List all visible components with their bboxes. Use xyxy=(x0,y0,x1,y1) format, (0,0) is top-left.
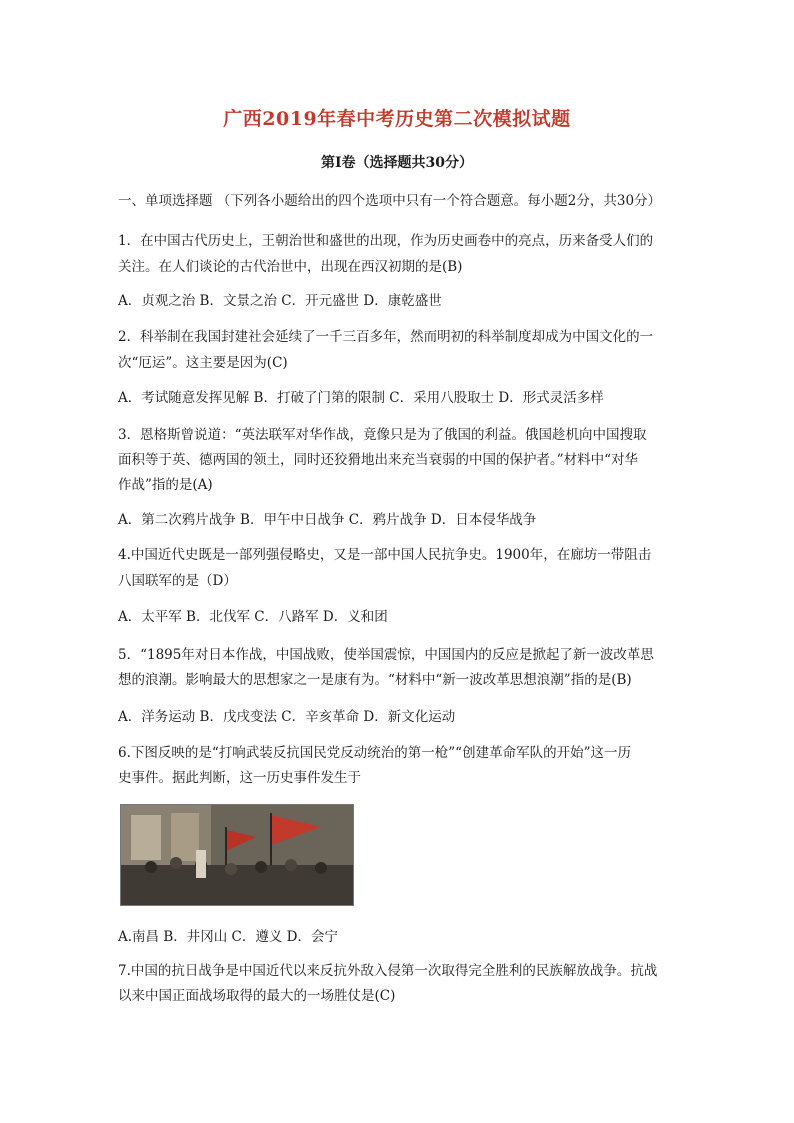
question-2-line-1: 2．科举制在我国封建社会延续了一千三百多年，然而明初的科举制度却成为中国文化的一 xyxy=(118,329,654,345)
instructions: 一、单项选择题 （下列各小题给出的四个选项中只有一个符合题意。每小题2分，共30分） xyxy=(118,193,662,209)
question-4-line-2: 八国联军的是（D） xyxy=(118,573,237,589)
question-1-line-1: 1．在中国古代历史上，王朝治世和盛世的出现，作为历史画卷中的亮点，历来备受人们的 xyxy=(118,233,654,249)
question-3-line-3: 作战”指的是(A) xyxy=(118,477,213,493)
question-2-line-2: 次“厄运”。这主要是因为(C) xyxy=(118,355,288,371)
question-5-line-2: 想的浪潮。影响最大的思想家之一是康有为。“材料中“新一波改革思想浪潮”指的是(B) xyxy=(118,672,632,688)
question-6-options: A.南昌 B．井冈山 C．遵义 D．会宁 xyxy=(118,929,338,945)
question-4-options: A．太平军 B．北伐军 C．八路军 D．义和团 xyxy=(118,609,388,625)
question-7-line-2: 以来中国正面战场取得的最大的一场胜仗是(C) xyxy=(118,988,396,1004)
question-3-line-2: 面积等于英、德两国的领土，同时还狡猾地出来充当衰弱的中国的保护者。”材料中“对华 xyxy=(118,452,639,468)
question-5-line-1: 5．“1895年对日本作战，中国战败，使举国震惊，中国国内的反应是掀起了新一波改革思 xyxy=(118,647,654,663)
question-1-options: A．贞观之治 B．文景之治 C．开元盛世 D．康乾盛世 xyxy=(118,293,442,309)
question-6-line-1: 6.下图反映的是“打响武装反抗国民党反动统治的第一枪”“创建革命军队的开始”这一历 xyxy=(118,745,631,761)
question-5-options: A．洋务运动 B．戊戌变法 C．辛亥革命 D．新文化运动 xyxy=(118,709,456,725)
question-6-line-2: 史事件。据此判断，这一历史事件发生于 xyxy=(118,770,361,786)
question-1-line-2: 关注。在人们谈论的古代治世中，出现在西汉初期的是(B) xyxy=(118,259,463,275)
page-title: 广西2019年春中考历史第二次模拟试题 xyxy=(223,108,571,130)
question-4-line-1: 4.中国近代史既是一部列强侵略史，又是一部中国人民抗争史。1900年，在廊坊一带阻击 xyxy=(118,547,652,563)
question-3-line-1: 3．恩格斯曾说道：“英法联军对华作战，竟像只是为了俄国的利益。俄国趁机向中国搜取 xyxy=(118,427,647,443)
question-7-line-1: 7.中国的抗日战争是中国近代以来反抗外敌入侵第一次取得完全胜利的民族解放战争。抗战 xyxy=(118,963,658,979)
painting-icon xyxy=(121,805,353,905)
question-3-options: A．第二次鸦片战争 B．甲午中日战争 C．鸦片战争 D．日本侵华战争 xyxy=(118,512,537,528)
question-2-options: A．考试随意发挥见解 B．打破了门第的限制 C．采用八股取士 D．形式灵活多样 xyxy=(118,390,604,406)
painting-illustration xyxy=(120,804,354,906)
section-heading: 第Ⅰ卷（选择题共30分） xyxy=(320,155,474,171)
